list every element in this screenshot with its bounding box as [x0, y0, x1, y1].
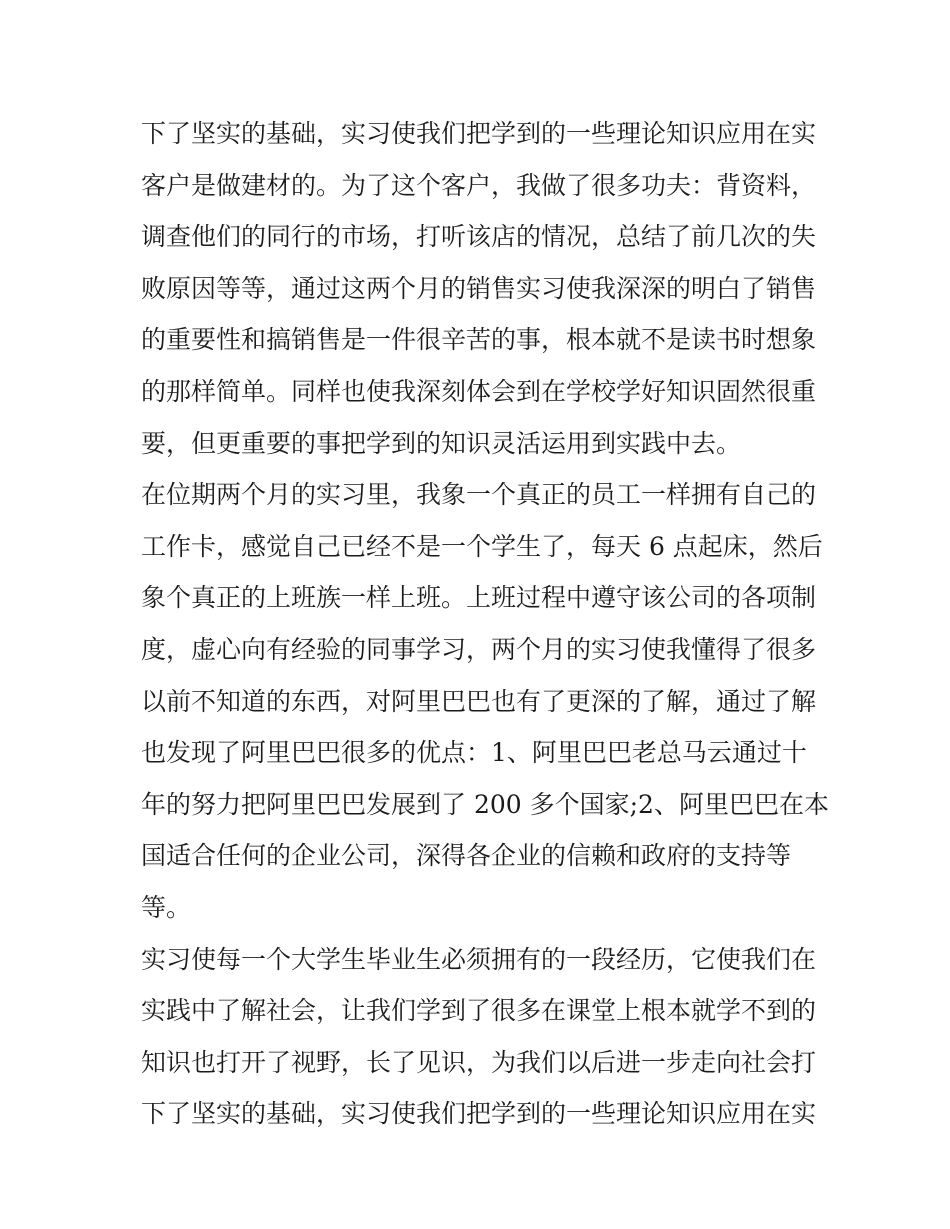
- text-line-4: 败原因等等，通过这两个月的销售实习使我深深的明白了销售: [141, 273, 817, 303]
- text-line-11: 度，虚心向有经验的同事学习，两个月的实习使我懂得了很多: [141, 634, 817, 664]
- text-line-18: 实践中了解社会，让我们学到了很多在课堂上根本就学不到的: [141, 996, 817, 1026]
- text-line-2: 客户是做建材的。为了这个客户，我做了很多功夫：背资料，: [141, 170, 817, 200]
- text-line-7: 要，但更重要的事把学到的知识灵活运用到实践中去。: [141, 428, 742, 458]
- text-line-19: 知识也打开了视野，长了见识，为我们以后进一步走向社会打: [141, 1047, 817, 1077]
- text-line-10: 象个真正的上班族一样上班。上班过程中遵守该公司的各项制: [141, 583, 817, 613]
- text-line-13: 也发现了阿里巴巴很多的优点：1、阿里巴巴老总马云通过十: [141, 738, 807, 768]
- text-line-17: 实习使每一个大学生毕业生必须拥有的一段经历，它使我们在: [141, 944, 817, 974]
- text-line-16: 等。: [141, 892, 192, 922]
- text-line-8: 在位期两个月的实习里，我象一个真正的员工一样拥有自己的: [141, 480, 817, 510]
- document-body: [141, 108, 829, 1140]
- text-line-6: 的那样简单。同样也使我深刻体会到在学校学好知识固然很重: [141, 376, 817, 406]
- text-line-20: 下了坚实的基础，实习使我们把学到的一些理论知识应用在实: [141, 1099, 817, 1129]
- text-line-9: 工作卡，感觉自己已经不是一个学生了，每天 6 点起床，然后: [141, 531, 823, 561]
- text-line-1: 下了坚实的基础，实习使我们把学到的一些理论知识应用在实: [141, 119, 817, 148]
- text-line-5: 的重要性和搞销售是一件很辛苦的事，根本就不是读书时想象: [141, 325, 817, 355]
- text-line-15: 国适合任何的企业公司，深得各企业的信赖和政府的支持等: [141, 841, 792, 871]
- text-line-12: 以前不知道的东西，对阿里巴巴也有了更深的了解，通过了解: [141, 686, 817, 716]
- text-line-3: 调查他们的同行的市场，打听该店的情况，总结了前几次的失: [141, 222, 817, 252]
- text-line-14: 年的努力把阿里巴巴发展到了 200 多个国家;2、阿里巴巴在本: [141, 789, 829, 819]
